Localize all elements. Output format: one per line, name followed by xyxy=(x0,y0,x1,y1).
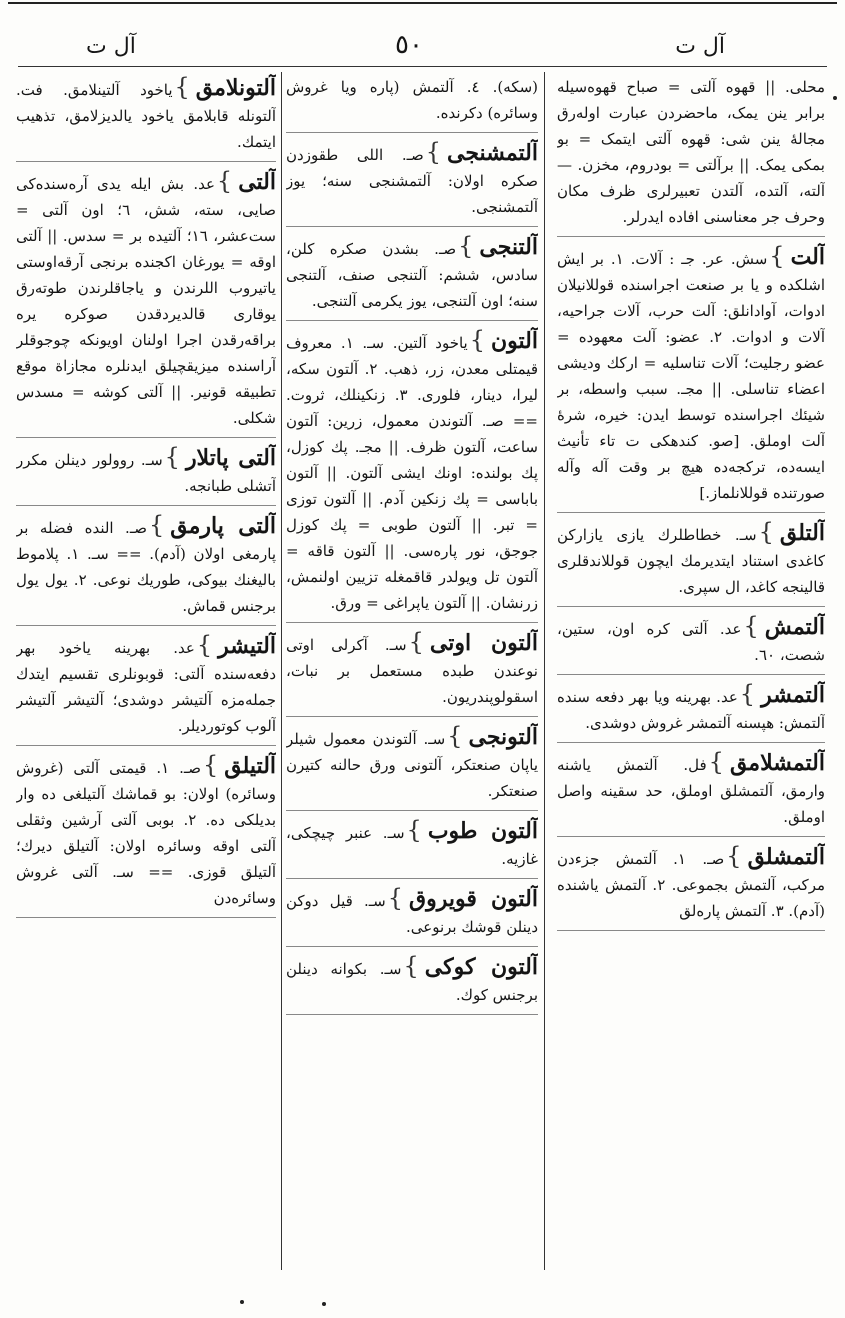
entry-definition: سـ. بکوانه دینلن برجنس کوك. xyxy=(286,960,538,1004)
entry-headword: آلتون طوب xyxy=(427,818,538,844)
brace-mark: } xyxy=(739,680,756,708)
brace-mark: } xyxy=(447,722,463,750)
entry-definition: صـ. الندە فضلە بر پارمغی اولان (آدم). == سـ. ١. پلاموط بالیغنك بیوکی، طوریك نوعی. ٢. یول یول برجنس قماش. xyxy=(16,519,276,615)
brace-mark: } xyxy=(425,138,442,166)
brace-mark: } xyxy=(408,628,424,656)
stray-mark xyxy=(322,1302,326,1306)
column-middle xyxy=(286,72,538,1272)
entry-headword: آلتیلق xyxy=(224,753,276,779)
brace-mark: } xyxy=(758,518,774,546)
brace-mark: } xyxy=(743,612,759,640)
entry-definition: سـ. عنبر چیچکی، غازیه. xyxy=(286,824,538,868)
brace-mark: } xyxy=(148,511,165,539)
entry-headword: آلتون xyxy=(491,328,538,354)
entry-definition: عد. آلتی کره اون، ستین، شصت، ٦٠. xyxy=(557,620,825,664)
entry-headword: آلتون اوتی xyxy=(429,630,538,656)
dictionary-entry xyxy=(557,747,825,837)
entry-continuation xyxy=(286,72,538,133)
brace-mark: } xyxy=(216,167,233,195)
entry-definition: صـ. ١. قیمتی آلتی (غروش وسائره) اولان: بو قماشك آلتیلغی ده وار بدیلکی ده. ٢. بوبی آلتی آرشین وثقلی آلتی اوقه وسائره اولان: آلتیلق دیرك؛ آلتیلق قوزی. == سـ. آلتی غروش وسائره‌دن xyxy=(16,759,276,907)
running-header-right: آل ت xyxy=(675,34,725,59)
dictionary-entry xyxy=(557,841,825,931)
dictionary-entry xyxy=(16,72,276,162)
dictionary-entry xyxy=(286,815,538,879)
entry-headword: آلتونلامق xyxy=(195,75,276,101)
entry-headword: آلتلق xyxy=(779,520,825,546)
dictionary-entry xyxy=(286,951,538,1015)
entry-definition: صـ. بشدن صکره کلن، سادس، ششم: آلتنجی صنف، آلتنجی سنه؛ اون آلتنجی، یوز یکرمی آلتنجی. xyxy=(286,240,538,310)
continuation-text: محلی. || قهوه آلتی = صباح قهوه‌سیله برابر ینن یمک، ماحضردن عبارت اوله‌رق مجالهٔ ینن شی: قهوه آلتی ایتمک = بو بمکی یمک. || برآلتی = بودروم، مخزن. — آلته، آلتده، آلتدن تعبیرلری ظرف مکان وحرف جر معناسنی افاده ایدرلر. xyxy=(557,78,825,226)
column-left xyxy=(16,72,276,1272)
continuation-text: (سکه). ٤. آلتمش (پاره ویا غروش وسائره) دکرنده. xyxy=(286,78,538,122)
entry-definition: صـ. ١. آلتمش جزءدن مرکب، آلتمش بجموعی. ٢. آلتمش یاشنده (آدم). ٣. آلتمش پاره‌لق xyxy=(557,850,825,920)
entry-headword: آلتمشنجی xyxy=(447,140,538,166)
entry-definition: صـ. اللی طقوزدن صکره اولان: آلتمشنجی سنه؛ یوز آلتمشنجی. xyxy=(286,146,538,216)
dictionary-entry xyxy=(557,611,825,675)
entry-definition: عد. بهرینه یاخود بهر دفعه‌سنده آلتی: قوبونلری تقسیم ایتدك جمله‌مزه آلتیشر دوشدی؛ آلتیشر آلتیشر آلوب کوتوردیلر. xyxy=(16,639,276,735)
entry-headword: آلتمشلق xyxy=(747,844,825,870)
entry-headword: آلتی پاتلار xyxy=(185,445,276,471)
entry-definition: سـ. آلتوندن معمول شیلر یاپان صنعتکر، آلتونی ورق حالنه کتیرن صنعتکر. xyxy=(286,730,538,800)
brace-mark: } xyxy=(387,884,404,912)
brace-mark: } xyxy=(458,232,474,260)
entry-headword: آلتونجی xyxy=(468,724,538,750)
entry-headword: آلتنجی xyxy=(479,234,538,260)
entry-definition: یاخود آلتینلامق. فت. آلتونله قابلامق یاخود یالدیزلامق، تذهیب ایتمك. xyxy=(16,81,276,151)
column-divider xyxy=(281,72,282,1270)
entry-continuation xyxy=(557,72,825,237)
running-header-left: آل ت xyxy=(86,34,136,59)
dictionary-entry xyxy=(286,721,538,811)
entry-definition: عد. بهرینه ویا بهر دفعه سنده آلتمش: هپسنه آلتمشر غروش دوشدی. xyxy=(557,688,825,732)
entry-headword: آلتمشلامق xyxy=(729,750,825,776)
entry-headword: آلت xyxy=(790,244,825,270)
entry-definition: سش. عر. جـ : آلات. ١. بر ایش اشلکده و یا بر صنعت اجراسنده قوللانیلان ادوات، آوادانلق: آلت حرب، آلات جراحیه، آلات و ادوات. ٢. عضو: آلت معهوده = عضو رجلیت؛ آلات تناسلیه = ارکك وديشی اعضاء تناسلی. || مجـ. سبب واسطه، بر شیئك اجراسنده توسط ایدن: خیره، شرهٔ آلت اوملق. [صو. کندهکی ت تاء تأنیث ایسه‌ده، ترکجه‌ده هیچ بر وقت آله وآله صورتنده قوللانلماز.] xyxy=(557,250,825,502)
brace-mark: } xyxy=(403,952,419,980)
entry-headword: آلتی پارمق xyxy=(170,513,276,539)
brace-mark: } xyxy=(196,631,213,659)
dictionary-entry xyxy=(286,627,538,717)
brace-mark: } xyxy=(164,443,180,471)
entry-headword: آلتیشر xyxy=(218,633,276,659)
entry-definition: سـ. آکرلی اوتی نوعندن طبده مستعمل بر نبات، اسقولوپندریون. xyxy=(286,636,538,706)
dictionary-entry xyxy=(557,679,825,743)
entry-headword: آلتی xyxy=(238,169,276,195)
dictionary-entry xyxy=(557,241,825,513)
brace-mark: } xyxy=(726,842,742,870)
brace-mark: } xyxy=(203,751,219,779)
dictionary-entry xyxy=(16,630,276,746)
page-number: ٥٠ xyxy=(395,30,423,60)
column-divider xyxy=(544,72,545,1270)
stray-mark xyxy=(833,96,837,100)
entry-headword: آلتمش xyxy=(764,614,825,640)
entry-headword: آلتون کوکی xyxy=(424,954,538,980)
dictionary-entry xyxy=(286,137,538,227)
column-right xyxy=(557,72,825,1272)
header-rule xyxy=(18,66,827,67)
dictionary-entry xyxy=(16,750,276,918)
entry-headword: آلتون قویروق xyxy=(409,886,538,912)
dictionary-entry xyxy=(286,325,538,623)
top-border xyxy=(8,2,837,4)
brace-mark: } xyxy=(406,816,422,844)
dictionary-entry xyxy=(16,442,276,506)
entry-definition: سـ. قیل دوکن دینلن قوشك برنوعی. xyxy=(286,892,538,936)
entry-definition: عد. بش ایله یدی آره‌سنده‌کی صایی، سته، شش، ٦؛ اون آلتی = ست‌عشر، ١٦؛ آلتیده بر = سدس. || آلتی اوقه = یورغان اکجنده برنجی آرقه‌اوستی یاتیروب اللرندن و یاجاقلرندن طوتەرق یوقاری قالدیردقدن صوکره یره براقه‌رقدن اجرا اولنان اویونکه چوجوقلر آراسنده میزیقچیلق ایدنلره مجازاة موقع تطبیقه قونیر. || آلتی کوشه = مسدس شکلی. xyxy=(16,175,276,427)
brace-mark: } xyxy=(174,73,190,101)
dictionary-entry xyxy=(16,510,276,626)
entry-definition: سـ. روولور دینلن مکرر آتشلی طبانجه. xyxy=(16,451,276,495)
dictionary-entry xyxy=(557,517,825,607)
entry-headword: آلتمشر xyxy=(761,682,825,708)
stray-mark xyxy=(240,1300,244,1304)
entry-definition: سـ. خطاطلرك یازی یازارکن کاغدی استناد ایتدیرمك ایچون قوللاندقلری قالینجه کاغد، ال سپری. xyxy=(557,526,825,596)
dictionary-entry xyxy=(286,883,538,947)
dictionary-entry xyxy=(286,231,538,321)
entry-definition: یاخود آلتین. سـ. ١. معروف قیمتلی معدن، زر، ذهب. ٢. آلتون سکه، لیرا، دینار، فلوری. ٣. زنکینلك، ثروت. == صـ. آلتوندن معمول، زرین: آلتون ساعت، آلتون ظرف. || مجـ. پك کوزل، پك بولنده: اونك ایشی آلتون. || آلتون باباسی = پك زنکین آدم. || آلتون توزی = تبر. || آلتون طوبی = پك کوزل جوجق، نور پاره‌سی. || آلتون قاقه = آلتون تل ویولدر قاقمغله تزیین اولنمش، زرنشان. || آلتون یاپراغی = ورق. xyxy=(286,334,538,612)
brace-mark: } xyxy=(708,748,724,776)
dictionary-entry xyxy=(16,166,276,438)
brace-mark: } xyxy=(469,326,486,354)
entry-definition: فل. آلتمش یاشنه وارمق، آلتمشلق اوملق، حد سقینه واصل اوملق. xyxy=(557,756,825,826)
brace-mark: } xyxy=(769,242,785,270)
